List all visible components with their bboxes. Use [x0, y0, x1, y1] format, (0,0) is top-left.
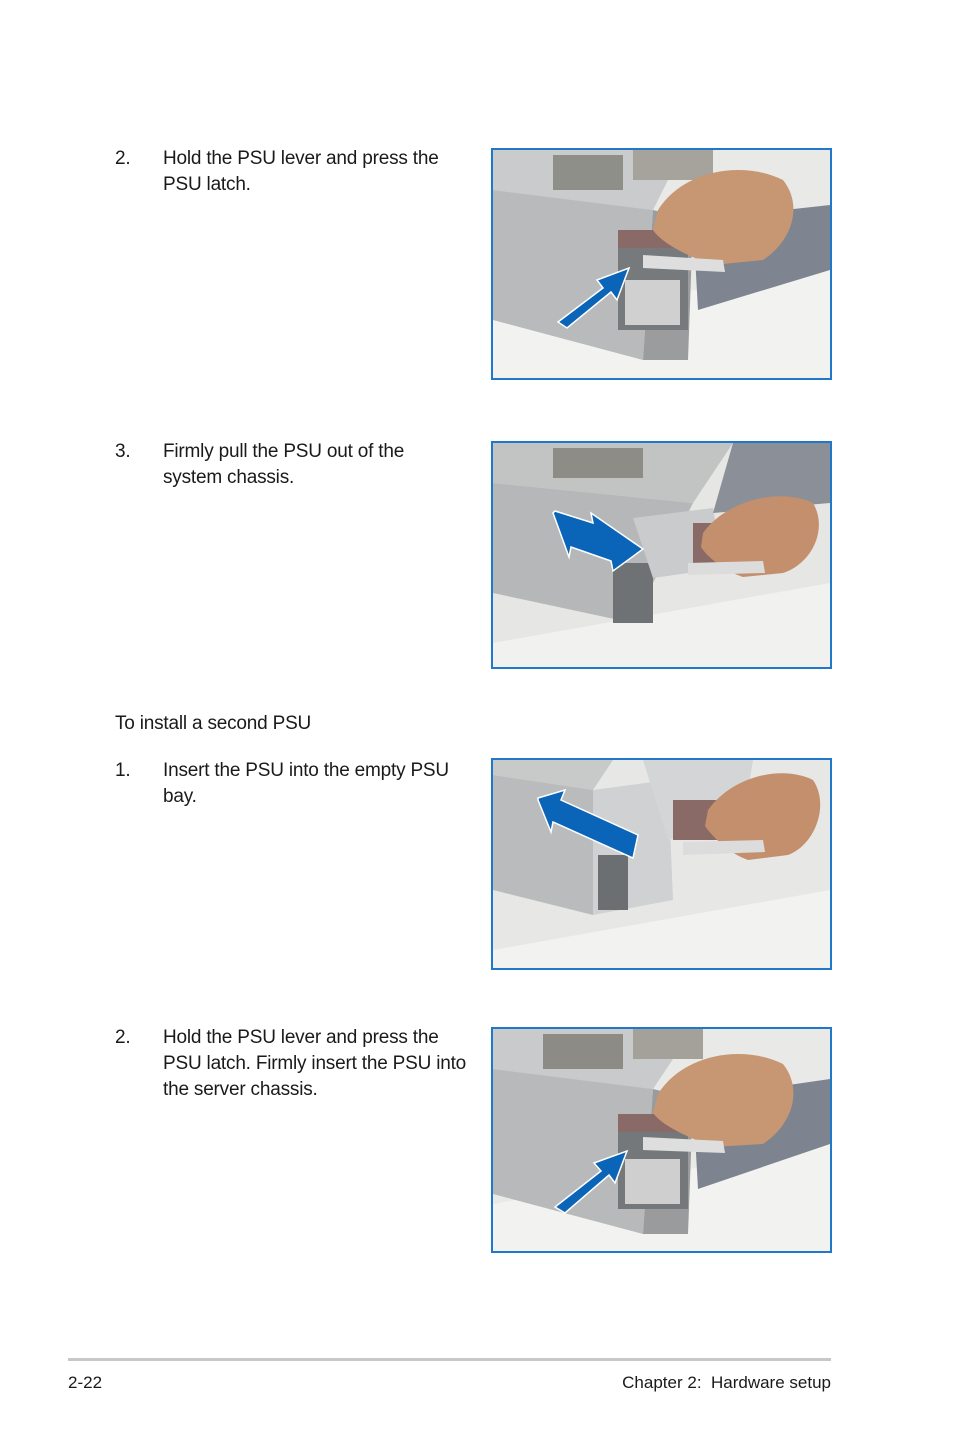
- photo-pull-psu-out: [491, 441, 832, 669]
- step-number: 2.: [115, 148, 131, 169]
- step-number: 3.: [115, 441, 131, 462]
- step-remove-3: [115, 439, 475, 491]
- photo-press-latch: [491, 148, 832, 380]
- step-install-2: [115, 1025, 475, 1103]
- chapter-title: Chapter 2: Hardware setup: [622, 1373, 831, 1392]
- footer-divider: [68, 1358, 831, 1361]
- photo-insert-psu: [491, 758, 832, 970]
- step-text: Hold the PSU lever and press the PSU latch.: [163, 148, 439, 195]
- page-number: 2-22: [68, 1373, 103, 1392]
- step-text: Firmly pull the PSU out of the system chassis.: [163, 441, 405, 488]
- step-remove-2: [115, 146, 475, 198]
- photo-press-latch-insert: [491, 1027, 832, 1253]
- section-heading: To install a second PSU: [115, 713, 312, 734]
- step-text: Insert the PSU into the empty PSU bay.: [163, 760, 449, 807]
- step-install-1: [115, 758, 475, 810]
- step-number: 2.: [115, 1027, 131, 1048]
- step-number: 1.: [115, 760, 131, 781]
- step-text: Hold the PSU lever and press the PSU latch. Firmly insert the PSU into the server chassis.: [163, 1027, 467, 1100]
